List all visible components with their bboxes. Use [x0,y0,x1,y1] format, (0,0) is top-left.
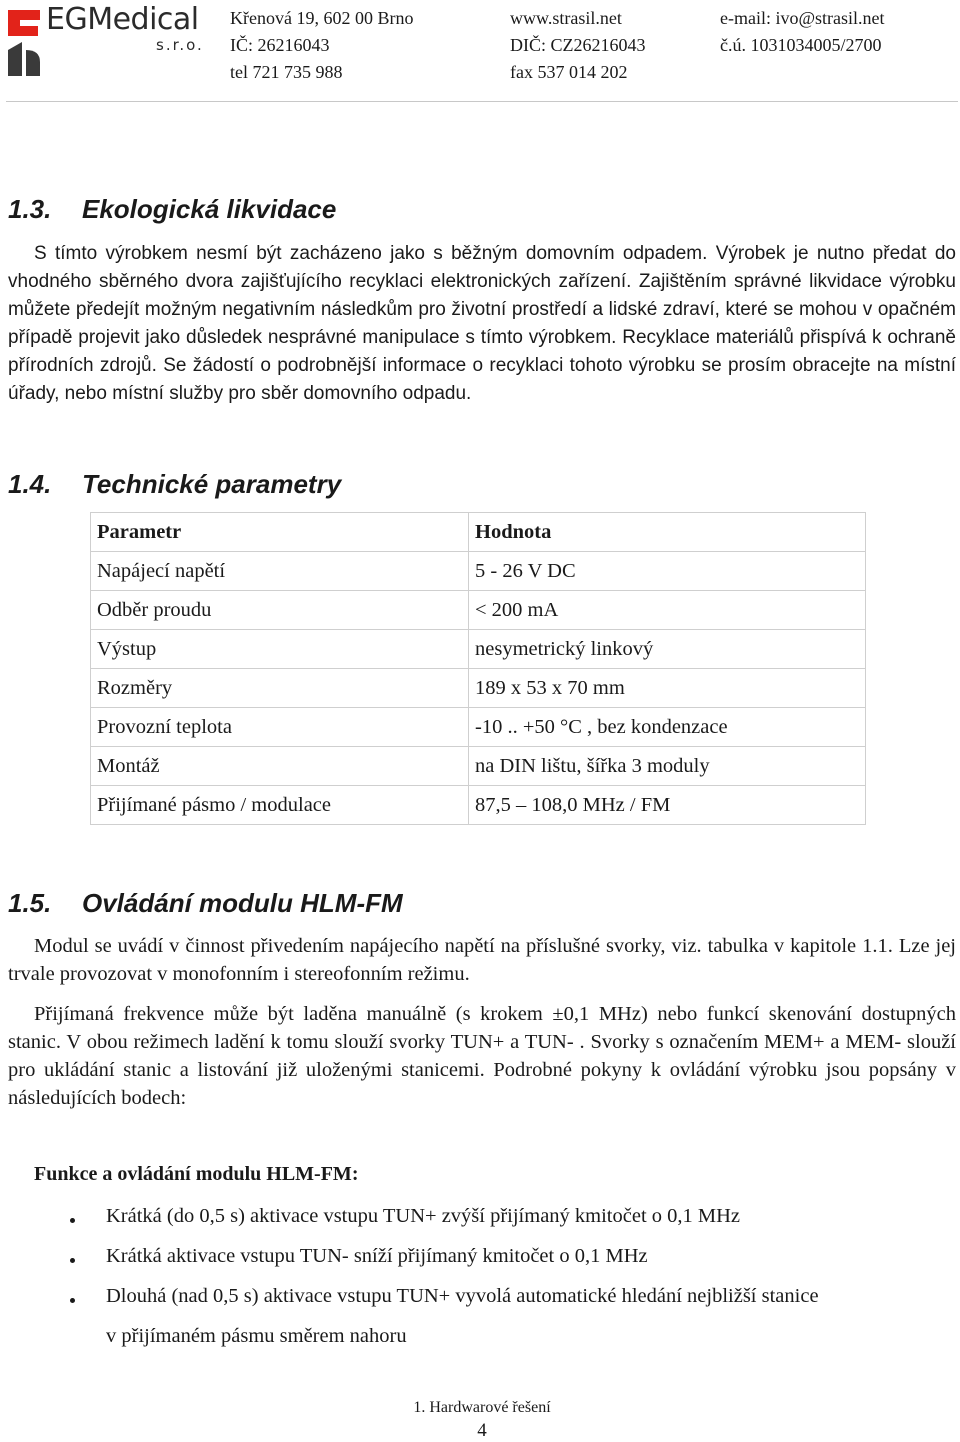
section-heading-1-4 [8,469,341,500]
section-heading-1-5 [8,888,403,919]
technical-parameters-table [90,512,866,825]
bullet-icon [70,1218,75,1223]
header-address: Křenová 19, 602 00 Brno [230,8,414,28]
letterhead [0,0,960,104]
list-item-text: Dlouhá (nad 0,5 s) aktivace vstupu TUN+ vyvolá automatické hledání nejbližší stanice [106,1285,819,1307]
table-cell-parameter: Výstup [91,630,469,669]
logo-suffix: s.r.o. [156,36,204,54]
tuning-paragraph: Přijímaná frekvence může být laděna manuálně (s krokem ±0,1 MHz) nebo funkcí skenování dostupných stanic. V obou režimech ladění k tomu slouží svorky TUN+ a TUN- . Svorky s označením MEM+ a MEM- slouží pro ukládání stanic a listování již uloženými stanicemi. Podrobné pokyny k ovládání výrobku jsou popsány v následujících bodech: [8,1003,956,1109]
module-intro-paragraph: Modul se uvádí v činnost přivedením napájecího napětí na příslušné svorky, viz. tabulka v kapitole 1.1. Lze jej trvale provozovat v monofonním i stereofonním režimu. [8,935,956,985]
footer-chapter: 1. Hardwarové řešení [413,1399,551,1416]
header-divider [6,101,958,102]
table-cell-parameter: Montáž [91,747,469,786]
table-cell-parameter: Napájecí napětí [91,552,469,591]
section-title: Ekologická likvidace [82,194,337,224]
ecology-paragraph: S tímto výrobkem nesmí být zacházeno jako s běžným domovním odpadem. Výrobek je nutno předat do vhodného sběrného dvora zajišťujícího recyklaci elektronických zařízení. Zajištěním správné likvidace výrobku můžete předejít možným negativním následkům pro životní prostředí a lidské zdraví, které se mohou v opačném případě projevit jako důsledek nesprávné manipulace s tímto výrobkem. Recyklace materiálů přispívá k ochraně přírodních zdrojů. Se žádostí o podrobnější informace o recyklaci tohoto výrobku se prosím obracejte na místní úřady, nebo místní služby pro sběr domovního odpadu. [8,243,956,404]
table-cell-parameter: Provozní teplota [91,708,469,747]
section-number: 1.3. [8,194,52,224]
section-title: Technické parametry [82,469,342,499]
functions-subheading: Funkce a ovládání modulu HLM-FM: [34,1163,359,1185]
table-cell-value: < 200 mA [469,591,866,630]
logo-mark-icon [6,6,42,78]
table-cell-value: 189 x 53 x 70 mm [469,669,866,708]
table-cell-value: nesymetrický linkový [469,630,866,669]
logo-wordmark: EGMedical [46,2,199,37]
table-cell-value: 87,5 – 108,0 MHz / FM [469,786,866,825]
table-row [91,747,866,786]
table-header-cell: Parametr [91,513,469,552]
section-number: 1.4. [8,469,52,499]
page-number: 4 [477,1420,487,1441]
table-header-row [91,513,866,552]
header-fax: fax 537 014 202 [510,62,628,82]
list-item-continuation: v přijímaném pásmu směrem nahoru [106,1325,407,1347]
header-email: e-mail: ivo@strasil.net [720,8,885,28]
section-number: 1.5. [8,888,52,918]
header-tel: tel 721 735 988 [230,62,343,82]
table-row [91,786,866,825]
table-row [91,630,866,669]
table-row [91,708,866,747]
bullet-icon [70,1258,75,1263]
table-cell-value: -10 .. +50 °C , bez kondenzace [469,708,866,747]
section-heading-1-3 [8,194,336,225]
list-item-text: Krátká aktivace vstupu TUN- sníží přijímaný kmitočet o 0,1 MHz [106,1245,648,1267]
list-item-text: Krátká (do 0,5 s) aktivace vstupu TUN+ zvýší přijímaný kmitočet o 0,1 MHz [106,1205,741,1227]
table-cell-value: 5 - 26 V DC [469,552,866,591]
table-row [91,669,866,708]
header-account: č.ú. 1031034005/2700 [720,35,882,55]
header-ic: IČ: 26216043 [230,35,330,55]
company-logo [6,2,216,78]
table-cell-value: na DIN lištu, šířka 3 moduly [469,747,866,786]
table-header-cell: Hodnota [469,513,866,552]
table-row [91,552,866,591]
table-cell-parameter: Rozměry [91,669,469,708]
table-row [91,591,866,630]
table-cell-parameter: Odběr proudu [91,591,469,630]
header-web: www.strasil.net [510,8,622,28]
bullet-icon [70,1298,75,1303]
header-dic: DIČ: CZ26216043 [510,35,646,55]
table-cell-parameter: Přijímané pásmo / modulace [91,786,469,825]
section-title: Ovládání modulu HLM-FM [82,888,403,918]
